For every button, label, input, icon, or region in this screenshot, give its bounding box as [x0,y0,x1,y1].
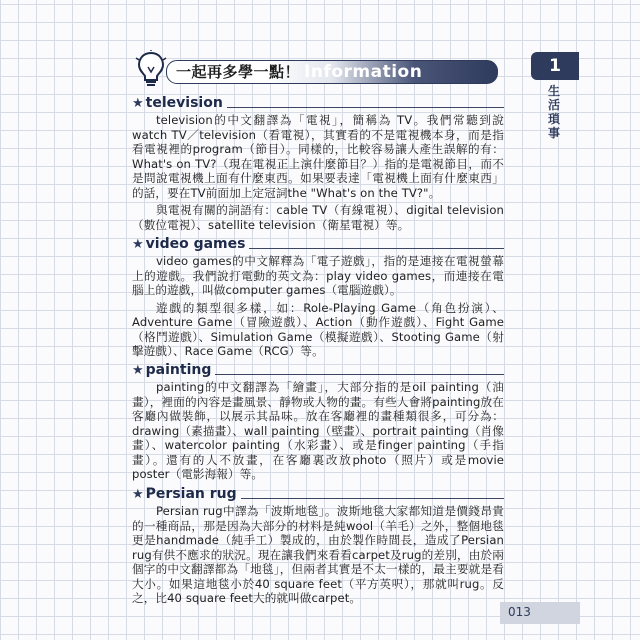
paragraph: video games的中文解釋為「電子遊戲」，指的是連接在電視螢幕上的遊戲。我們說打電動的英文為：play video games，而連接在電腦上的遊戲，叫做computer games（電腦遊戲）。 [132,254,504,297]
section-term: painting [145,362,212,378]
heading-rule [227,107,504,108]
section-persian-rug [132,484,504,606]
chapter-tab: 1 [531,52,579,80]
paragraph: Persian rug中譯為「波斯地毯」。波斯地毯大家都知道是價錢昂貴的一種商品，那是因為大部分的材料是純wool（羊毛）之外，整個地毯更是handmade（純手工）製成的，由於製作時間長，造成了Persian rug有供不應求的狀況。現在讓我們來看看carpet及rug的差別，由於兩個字的中文翻譯都為「地毯」，但兩者其實是不太一樣的，最主要就是看大小。如果這地毯小於40 square feet（平方英呎），那就叫rug。反之，比40 square feet大的就叫做carpet。 [132,504,504,605]
section-television [132,93,504,232]
section-term: television [145,95,223,111]
paragraph: television的中文翻譯為「電視」，簡稱為 TV。我們常聽到說watch TV／television（看電視），其實看的不是電視機本身，而是指看電視裡的program（節目）。同樣的，比較容易讓人產生誤解的有：What's on TV?（現在電視正上演什麼節目？）指的是電視節目，而不是問說電視機上面有什麼東西。如果要表達「電視機上面有什麼東西」的話，要在TV前面加上定冠詞the "What's on the TV?"。 [132,113,504,200]
chapter-label: 生活瑣事 [547,84,560,140]
heading-rule [241,498,504,499]
banner-title-en: Information [304,62,423,82]
page-number: 013 [508,605,531,619]
heading-rule [249,248,504,249]
section-term: video games [145,236,246,252]
section-term: Persian rug [145,486,237,502]
section-heading [132,93,504,113]
section-heading [132,484,504,504]
star-icon: ★ [132,95,144,111]
section-painting [132,360,504,482]
paragraph: painting的中文翻譯為「繪畫」，大部分指的是oil painting（油畫），裡面的內容是畫風景、靜物或人物的畫。有些人會將painting放在客廳內做裝飾，以展示其品味。放在客廳裡的畫種類很多，可分為：drawing（素描畫）、wall painting（壁畫）、portrait painting（肖像畫）、watercolor painting（水彩畫）、或是finger painting（手指畫）。還有的人不放畫，在客廳裏改放photo（照片）或是movie poster（電影海報）等。 [132,380,504,481]
banner-title [176,61,422,82]
heading-rule [215,374,504,375]
section-video-games [132,234,504,359]
paragraph: 與電視有關的詞語有：cable TV（有線電視）、digital television（數位電視）、satellite television（衛星電視）等。 [132,203,504,232]
lightbulb-icon [134,50,168,90]
section-heading [132,234,504,254]
star-icon: ★ [132,486,144,502]
paragraph: 遊戲的類型很多樣，如：Role-Playing Game（角色扮演）、Adventure Game（冒險遊戲）、Action（動作遊戲）、Fight Game（格鬥遊戲）、Simulation Game（模擬遊戲）、Stooting Game（射擊遊戲）、Race Game（RCG）等。 [132,300,504,358]
star-icon: ★ [132,236,144,252]
star-icon: ★ [132,362,144,378]
information-banner [126,50,506,90]
section-heading [132,360,504,380]
banner-title-zh: 一起再多學一點！ [176,63,301,81]
